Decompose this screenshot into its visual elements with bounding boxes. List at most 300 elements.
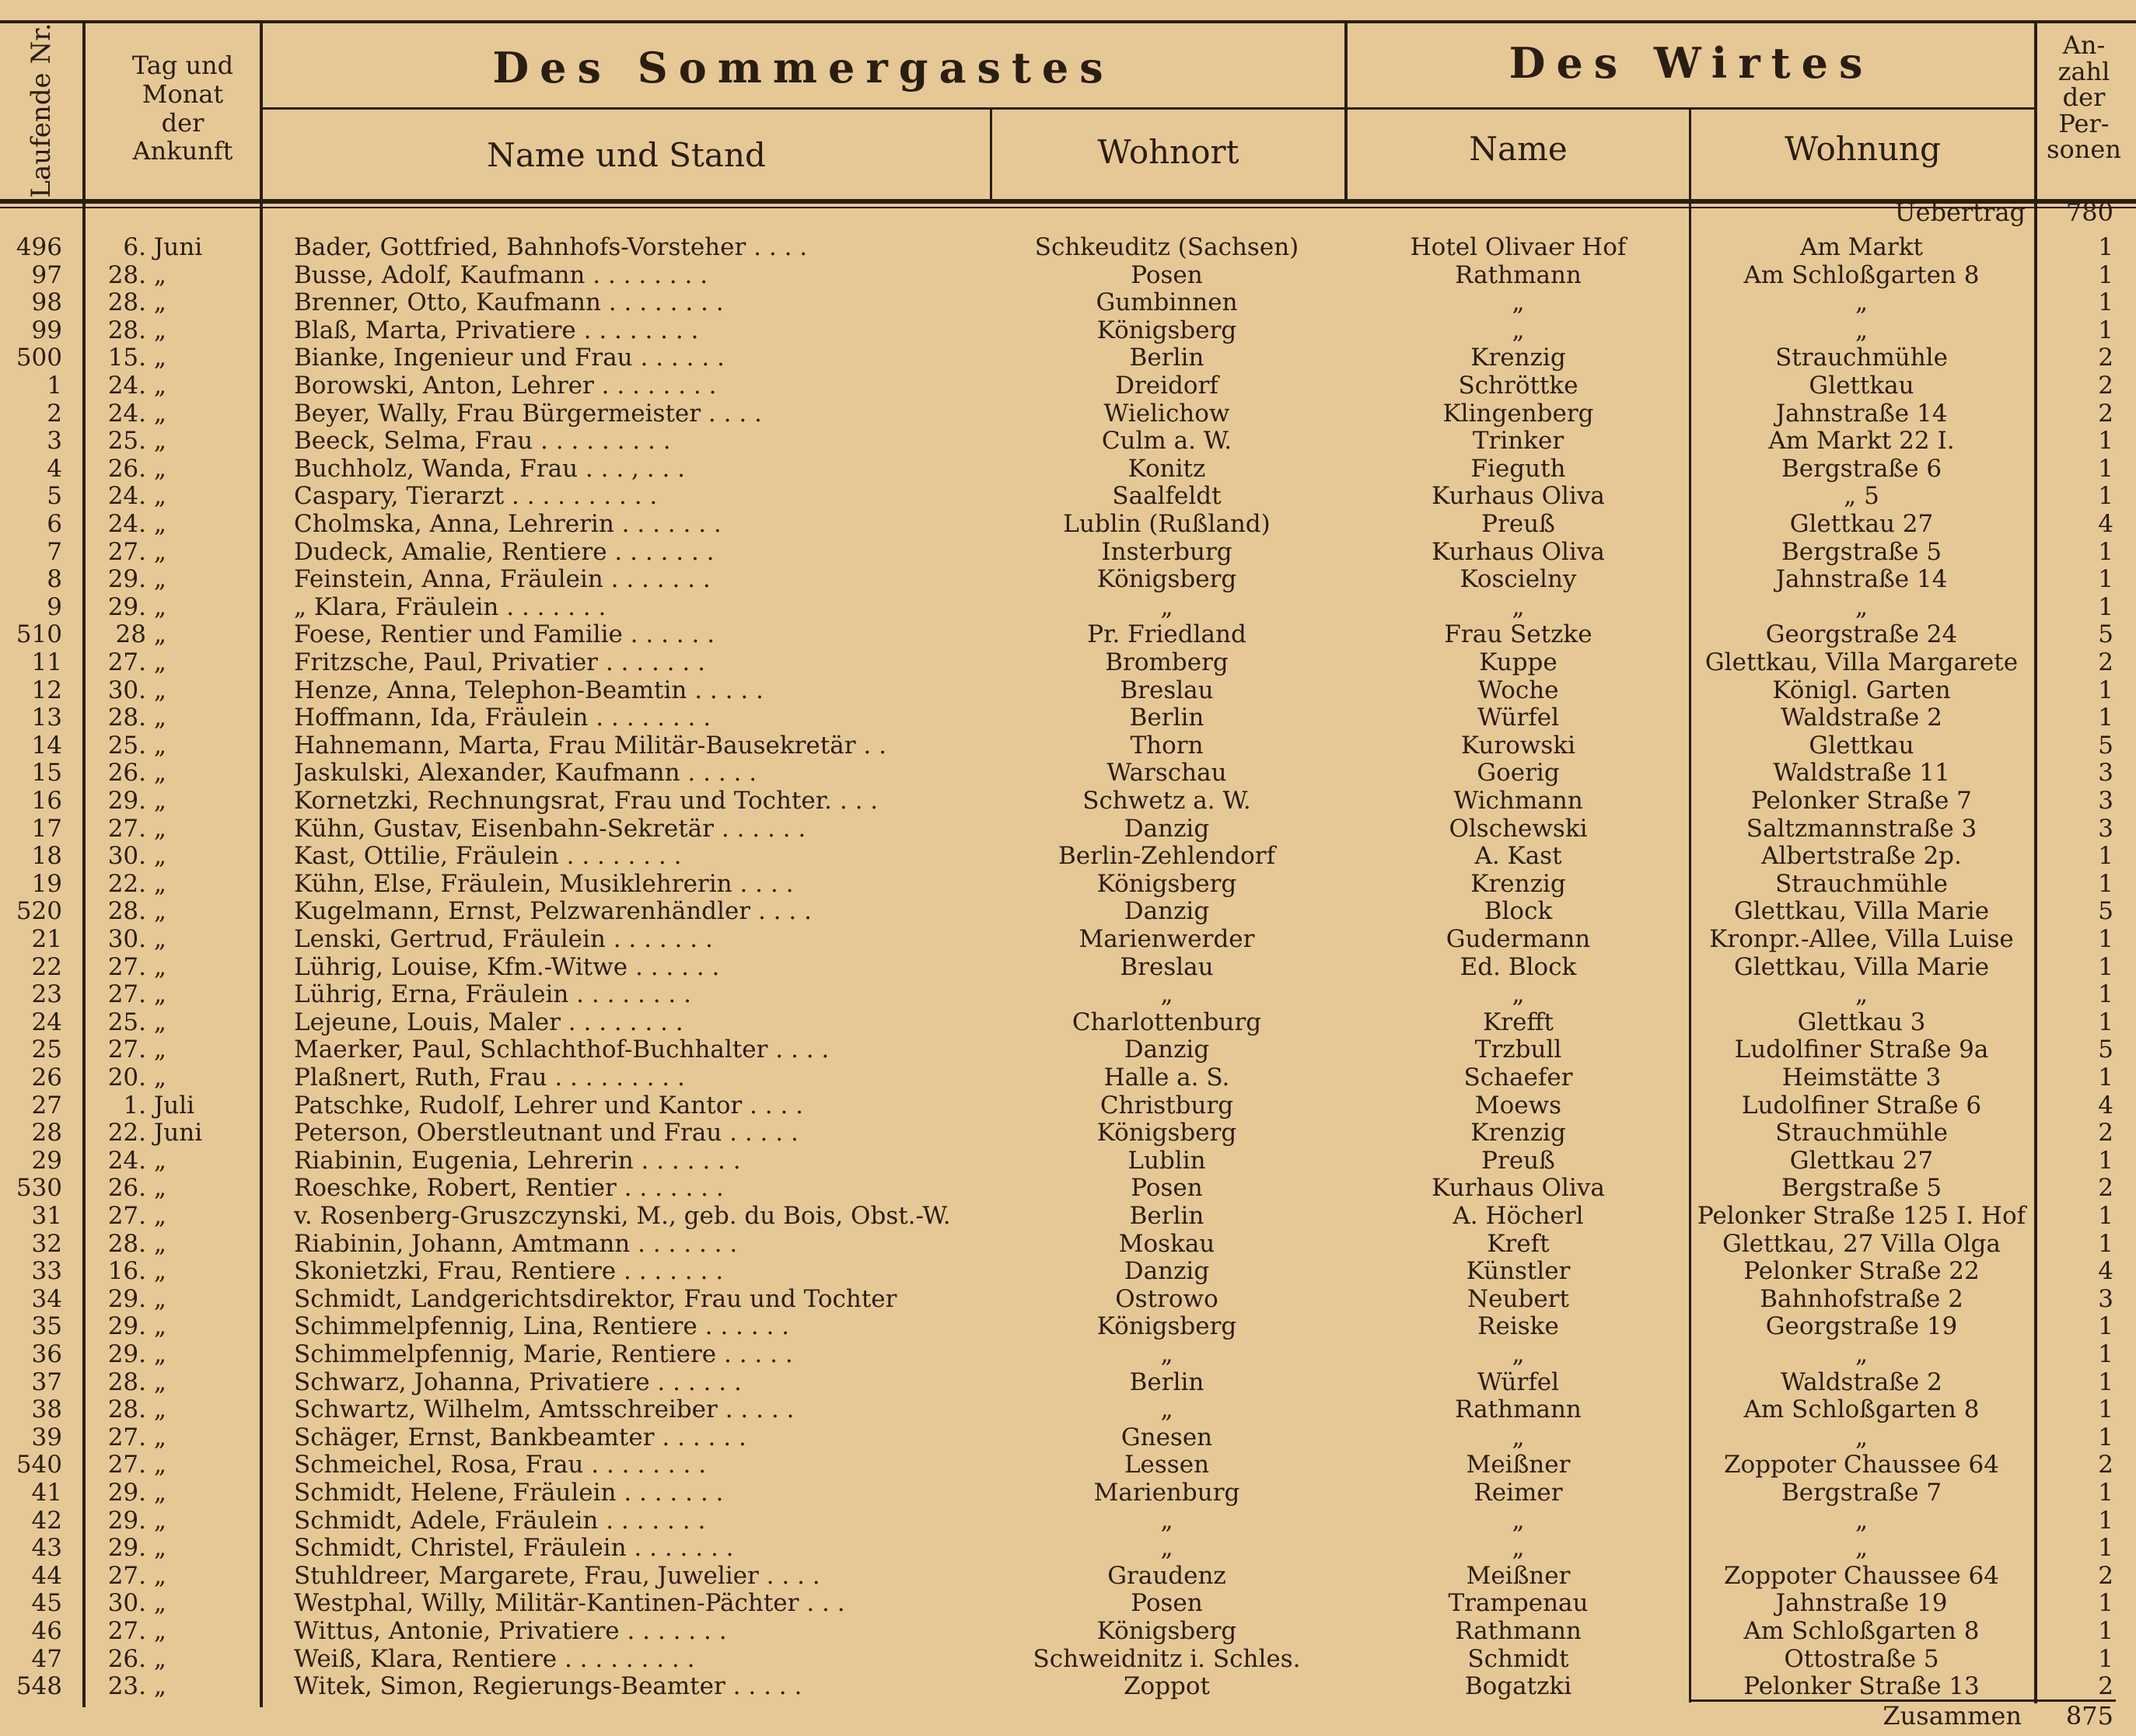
row-month: „ [153,1284,166,1313]
row-guest-name: Schmidt, Landgerichtsdirektor, Frau und Tochter [294,1284,897,1313]
row-persons: 1 [2098,1008,2113,1036]
row-persons: 1 [2098,260,2113,289]
row-host-wohnung: Glettkau, Villa Margarete [1704,648,2019,676]
row-host-wohnung: Jahnstraße 19 [1775,1589,1948,1618]
row-number: 32 [31,1229,62,1258]
row-host-name: Gudermann [1446,925,1591,953]
row-guest-name: Patschke, Rudolf, Lehrer und Kantor . . . . [294,1091,804,1119]
row-guest-wohnort: Culm a. W. [1101,427,1232,456]
row-day: 30. [107,842,146,871]
row-host-name: Preuß [1481,1146,1555,1175]
table-row [0,1147,2136,1175]
row-host-name: Trampenau [1448,1589,1589,1618]
table-row [0,897,2136,925]
row-month: „ [153,1617,166,1645]
header-group-wirt: Des Wirtes [1508,38,1874,88]
row-host-wohnung: Georgstraße 19 [1765,1312,1958,1341]
row-host-wohnung: Georgstraße 24 [1765,620,1958,649]
header-anzahl-line2: zahl [2057,56,2110,86]
row-host-name: Ed. Block [1460,952,1577,981]
row-host-name: Woche [1477,676,1559,704]
row-persons: 1 [2098,980,2113,1009]
row-host-name: Kurhaus Oliva [1432,537,1605,566]
row-guest-wohnort: Zoppot [1123,1672,1210,1701]
row-number: 38 [31,1395,62,1424]
row-month: „ [153,1146,166,1175]
row-arrival-date [86,233,257,261]
table-row [0,261,2136,289]
table-row [0,1092,2136,1119]
row-host-wohnung: Glettkau [1809,372,1914,400]
row-month: „ [153,759,166,788]
row-host-name: Würfel [1477,1367,1560,1396]
row-number: 19 [31,869,62,898]
row-guest-wohnort: Moskau [1118,1229,1215,1258]
row-month: „ [153,1672,166,1701]
row-persons: 2 [2098,1119,2113,1147]
row-host-wohnung: Königl. Garten [1772,676,1951,704]
row-arrival-date [86,1423,257,1451]
row-persons: 1 [2098,427,2113,456]
row-day: 29. [107,787,146,815]
row-persons: 3 [2098,787,2113,815]
header-laufende-nr: Laufende Nr. [26,23,57,198]
row-number: 6 [47,510,62,538]
row-persons: 1 [2098,1340,2113,1368]
table-row [0,1340,2136,1368]
row-number: 39 [31,1423,62,1451]
row-month: „ [153,1340,166,1368]
row-number: 12 [31,676,62,704]
row-day: 23. [107,1672,146,1701]
row-day: 27. [107,980,146,1009]
row-guest-name: Riabinin, Eugenia, Lehrerin . . . . . . . [294,1146,741,1175]
row-day: 26. [107,1174,146,1203]
row-day: 28. [107,288,146,317]
row-month: „ [153,1036,166,1064]
row-guest-wohnort: Christburg [1099,1091,1234,1119]
header-name-stand: Name und Stand [487,136,766,174]
row-host-name: Meißner [1466,1561,1571,1590]
row-host-wohnung: Am Markt 22 I. [1768,427,1955,456]
row-guest-name: Kühn, Gustav, Eisenbahn-Sekretär . . . . . . [294,814,806,843]
row-arrival-date [86,676,257,704]
row-guest-name: Kornetzki, Rechnungsrat, Frau und Tochter. . . . [294,787,879,815]
row-number: 14 [31,731,62,760]
row-host-wohnung: Glettkau, Villa Marie [1733,897,1990,926]
table-row [0,1368,2136,1396]
row-host-wohnung: Jahnstraße 14 [1775,399,1948,428]
row-persons: 2 [2098,1174,2113,1203]
row-host-name: Schröttke [1458,372,1578,400]
row-guest-name: Schimmelpfennig, Marie, Rentiere . . . . . [294,1340,793,1368]
row-guest-wohnort: Königsberg [1096,1312,1237,1341]
row-day: 26. [107,1644,146,1673]
row-arrival-date [86,1064,257,1092]
row-persons: 1 [2098,1423,2113,1451]
row-guest-wohnort: Warschau [1106,759,1227,788]
row-host-name: Goerig [1477,759,1560,788]
row-guest-wohnort: Posen [1131,1174,1203,1203]
row-number: 530 [16,1174,62,1203]
row-host-wohnung: Pelonker Straße 125 I. Hof [1697,1202,2026,1230]
row-guest-wohnort: Schweidnitz i. Schles. [1033,1644,1301,1673]
table-row [0,482,2136,510]
row-host-name: Neubert [1467,1284,1569,1313]
row-number: 13 [31,704,62,732]
row-arrival-date [86,980,257,1008]
table-row [0,787,2136,815]
row-arrival-date [86,1312,257,1340]
row-month: Juli [153,1091,195,1119]
row-host-name: Rathmann [1455,1395,1582,1424]
header-anzahl-line3: der [2062,82,2106,113]
table-row [0,427,2136,455]
table-row [0,1202,2136,1230]
row-host-name: Bogatzki [1464,1672,1572,1701]
row-number: 43 [31,1534,62,1563]
table-row [0,1008,2136,1036]
row-day: 30. [107,1589,146,1618]
table-row [0,1064,2136,1092]
row-host-name: Kurhaus Oliva [1432,1174,1605,1203]
row-guest-name: Fritzsche, Paul, Privatier . . . . . . . [294,648,705,676]
row-host-name: Koscielny [1460,565,1577,594]
row-month: „ [153,620,166,649]
row-host-name: „ [1512,1423,1525,1451]
row-number: 1 [47,372,62,400]
row-guest-name: Lührig, Erna, Fräulein . . . . . . . . [294,980,691,1009]
row-arrival-date [86,565,257,593]
row-month: „ [153,1506,166,1535]
row-number: 34 [31,1284,62,1313]
row-number: 8 [47,565,62,594]
table-row [0,1562,2136,1590]
row-day: 24. [107,510,146,538]
row-day: 27. [107,1036,146,1064]
row-persons: 2 [2098,1561,2113,1590]
row-guest-name: Wittus, Antonie, Privatiere . . . . . . . [294,1617,727,1645]
row-host-name: Kreft [1487,1229,1550,1258]
row-host-wohnung: „ [1855,980,1869,1009]
row-guest-wohnort: Königsberg [1096,316,1237,344]
row-guest-wohnort: Graudenz [1107,1561,1226,1590]
row-day: 28 [115,620,146,649]
row-day: 6. [123,233,146,261]
row-host-wohnung: Glettkau, 27 Villa Olga [1722,1229,2001,1258]
table-row [0,1645,2136,1673]
row-host-wohnung: Bahnhofstraße 2 [1760,1284,1963,1313]
row-host-name: Olschewski [1449,814,1588,843]
row-number: 11 [31,648,62,676]
row-persons: 1 [2098,565,2113,594]
table-row [0,1036,2136,1064]
row-host-wohnung: Zoppoter Chaussee 64 [1724,1451,1999,1479]
row-arrival-date [86,1147,257,1175]
row-host-wohnung: Glettkau 3 [1797,1008,1926,1036]
row-guest-name: „ Klara, Fräulein . . . . . . . [294,592,607,621]
row-number: 16 [31,787,62,815]
row-month: „ [153,869,166,898]
row-persons: 4 [2098,510,2113,538]
row-month: „ [153,1423,166,1451]
uebertrag-label: Uebertrag [1894,197,2026,227]
row-host-wohnung: Kronpr.-Allee, Villa Luise [1709,925,2014,953]
row-host-wohnung: Strauchmühle [1775,869,1948,898]
row-host-name: Krenzig [1470,869,1566,898]
row-guest-name: Schmidt, Helene, Fräulein . . . . . . . [294,1479,724,1507]
row-guest-wohnort: Saalfeldt [1112,482,1222,511]
row-month: „ [153,842,166,871]
row-day: 29. [107,1312,146,1341]
row-number: 23 [31,980,62,1009]
row-month: „ [153,372,166,400]
row-month: „ [153,454,166,483]
row-arrival-date [86,1562,257,1590]
row-arrival-date [86,1230,257,1258]
row-day: 27. [107,1617,146,1645]
row-host-wohnung: Glettkau, Villa Marie [1733,952,1990,981]
row-guest-name: Schmeichel, Rosa, Frau . . . . . . . . [294,1451,707,1479]
row-host-wohnung: Pelonker Straße 22 [1743,1257,1980,1286]
table-row [0,1174,2136,1202]
row-guest-wohnort: Charlottenburg [1071,1008,1262,1036]
header-tag-line: Tag und [131,51,234,80]
row-guest-name: Westphal, Willy, Militär-Kantinen-Pächter . . . [294,1589,845,1618]
table-row [0,759,2136,787]
row-host-wohnung: Am Markt [1800,233,1923,261]
row-persons: 1 [2098,1479,2113,1507]
row-number: 99 [31,316,62,344]
row-guest-name: Feinstein, Anna, Fräulein . . . . . . . [294,565,711,594]
row-number: 97 [31,260,62,289]
row-day: 25. [107,1008,146,1036]
row-host-name: Kurhaus Oliva [1432,482,1605,511]
row-persons: 5 [2098,620,2113,649]
row-guest-name: Skonietzki, Frau, Rentiere . . . . . . . [294,1257,724,1286]
row-guest-name: Bianke, Ingenieur und Frau . . . . . . [294,344,725,372]
row-guest-name: Peterson, Oberstleutnant und Frau . . . . . [294,1119,799,1147]
row-month: Juni [153,1119,203,1147]
row-guest-name: Busse, Adolf, Kaufmann . . . . . . . . [294,260,708,289]
row-guest-name: Plaßnert, Ruth, Frau . . . . . . . . . [294,1064,685,1092]
header-anzahl-line4: Per- [2058,108,2110,138]
row-day: 28. [107,1395,146,1424]
header-ankunft-line: Ankunft [132,136,233,166]
row-host-wohnung: Glettkau 27 [1789,510,1934,538]
row-persons: 3 [2098,759,2113,788]
table-row [0,980,2136,1008]
row-day: 28. [107,704,146,732]
table-row [0,815,2136,843]
row-number: 25 [31,1036,62,1064]
row-host-wohnung: „ [1855,1423,1869,1451]
row-host-name: A. Höcherl [1453,1202,1584,1230]
row-persons: 1 [2098,1146,2113,1175]
table-row [0,620,2136,648]
table-row [0,1589,2136,1617]
row-day: 29. [107,1284,146,1313]
row-number: 24 [31,1008,62,1036]
row-guest-wohnort: „ [1160,1340,1173,1368]
row-host-name: Meißner [1466,1451,1571,1479]
row-host-name: Hotel Olivaer Hof [1410,233,1627,261]
row-day: 27. [107,537,146,566]
row-host-wohnung: Jahnstraße 14 [1775,565,1948,594]
row-arrival-date [86,1202,257,1230]
table-row [0,1507,2136,1535]
row-guest-name: Lenski, Gertrud, Fräulein . . . . . . . [294,925,713,953]
table-row [0,1451,2136,1479]
row-persons: 1 [2098,482,2113,511]
table-row [0,316,2136,344]
row-host-wohnung: Glettkau 27 [1789,1146,1934,1175]
row-month: „ [153,980,166,1009]
row-month: „ [153,316,166,344]
row-guest-wohnort: Konitz [1127,454,1206,483]
row-day: 29. [107,1534,146,1563]
table-row [0,1617,2136,1645]
row-persons: 1 [2098,316,2113,344]
table-row [0,1230,2136,1258]
row-persons: 2 [2098,1672,2113,1701]
row-arrival-date [86,648,257,676]
header-anzahl-line5: sonen [2047,134,2121,165]
row-guest-name: Beyer, Wally, Frau Bürgermeister . . . . [294,399,762,428]
row-day: 29. [107,565,146,594]
row-host-wohnung: Am Schloßgarten 8 [1743,260,1980,289]
header-wohnort: Wohnort [1097,133,1239,171]
row-arrival-date [86,482,257,510]
row-host-name: Trinker [1472,427,1564,456]
row-day: 27. [107,1451,146,1479]
row-guest-name: Schäger, Ernst, Bankbeamter . . . . . . [294,1423,746,1451]
row-persons: 2 [2098,399,2113,428]
row-day: 29. [107,1506,146,1535]
row-host-wohnung: Bergstraße 6 [1781,454,1942,483]
row-persons: 1 [2098,1229,2113,1258]
row-guest-name: Kast, Ottilie, Fräulein . . . . . . . . [294,842,682,871]
row-host-wohnung: Glettkau [1809,731,1914,760]
row-number: 510 [16,620,62,649]
row-arrival-date [86,427,257,455]
zusammen-value: 875 [2065,1701,2113,1731]
row-day: 1. [123,1091,146,1119]
row-host-wohnung: Waldstraße 2 [1781,1367,1942,1396]
row-month: „ [153,537,166,566]
row-arrival-date [86,344,257,372]
row-month: „ [153,952,166,981]
row-host-name: Reimer [1474,1479,1563,1507]
row-arrival-date [86,815,257,843]
row-host-name: Fieguth [1470,454,1566,483]
row-guest-wohnort: Schkeuditz (Sachsen) [1034,233,1299,261]
row-host-wohnung: „ [1855,592,1869,621]
row-arrival-date [86,1119,257,1147]
row-number: 4 [47,454,62,483]
row-guest-wohnort: Dreidorf [1115,372,1218,400]
row-month: „ [153,731,166,760]
row-guest-wohnort: Königsberg [1096,1119,1237,1147]
row-arrival-date [86,787,257,815]
table-row [0,233,2136,261]
row-guest-name: Borowski, Anton, Lehrer . . . . . . . . [294,372,717,400]
row-arrival-date [86,1036,257,1064]
row-number: 29 [31,1146,62,1175]
row-host-wohnung: Strauchmühle [1775,344,1948,372]
row-guest-wohnort: Danzig [1124,814,1210,843]
row-month: „ [153,344,166,372]
row-number: 3 [47,427,62,456]
row-guest-wohnort: Gumbinnen [1096,288,1238,317]
row-arrival-date [86,593,257,621]
row-host-wohnung: Heimstätte 3 [1781,1064,1942,1092]
table-row [0,344,2136,372]
row-number: 27 [31,1091,62,1119]
row-arrival-date [86,538,257,566]
row-arrival-date [86,288,257,316]
row-day: 25. [107,427,146,456]
row-day: 26. [107,454,146,483]
row-host-name: Rathmann [1455,260,1582,289]
row-guest-name: Stuhldreer, Margarete, Frau, Juwelier . . . . [294,1561,820,1590]
row-persons: 2 [2098,372,2113,400]
row-guest-wohnort: Berlin [1129,344,1204,372]
row-day: 26. [107,759,146,788]
table-row [0,565,2136,593]
row-guest-name: v. Rosenberg-Gruszczynski, M., geb. du Bois, Obst.-W. [294,1202,951,1230]
row-number: 9 [47,592,62,621]
row-arrival-date [86,510,257,538]
row-guest-wohnort: Berlin [1129,1367,1204,1396]
row-guest-name: Hoffmann, Ida, Fräulein . . . . . . . . [294,704,711,732]
row-host-name: Klingenberg [1442,399,1594,428]
row-number: 31 [31,1202,62,1230]
row-arrival-date [86,732,257,760]
row-day: 30. [107,925,146,953]
table-row [0,372,2136,400]
header-group-sommergast: Des Sommergastes [492,43,1114,93]
row-persons: 1 [2098,1064,2113,1092]
row-number: 540 [16,1451,62,1479]
row-host-name: Preuß [1481,510,1555,538]
row-guest-wohnort: Berlin [1129,1202,1204,1230]
table-row [0,1423,2136,1451]
row-guest-name: Witek, Simon, Regierungs-Beamter . . . . . [294,1672,802,1701]
row-persons: 4 [2098,1091,2113,1119]
row-host-name: Reiske [1477,1312,1559,1341]
row-persons: 3 [2098,814,2113,843]
row-host-wohnung: „ 5 [1844,482,1879,511]
row-host-wohnung: Albertstraße 2p. [1761,842,1962,871]
row-persons: 1 [2098,676,2113,704]
row-number: 21 [31,925,62,953]
row-host-wohnung: Ludolfiner Straße 6 [1741,1091,1982,1119]
row-month: „ [153,1064,166,1092]
row-host-name: Würfel [1477,704,1560,732]
row-host-name: Krenzig [1470,1119,1566,1147]
header-anzahl-line1: An- [2062,30,2106,60]
row-month: „ [153,704,166,732]
row-number: 28 [31,1119,62,1147]
row-guest-name: Blaß, Marta, Privatiere . . . . . . . . [294,316,699,344]
row-month: Juni [153,233,203,261]
row-arrival-date [86,1285,257,1313]
row-guest-wohnort: Lessen [1124,1451,1210,1479]
row-host-wohnung: „ [1855,316,1869,344]
row-day: 15. [107,344,146,372]
row-host-name: Moews [1474,1091,1562,1119]
